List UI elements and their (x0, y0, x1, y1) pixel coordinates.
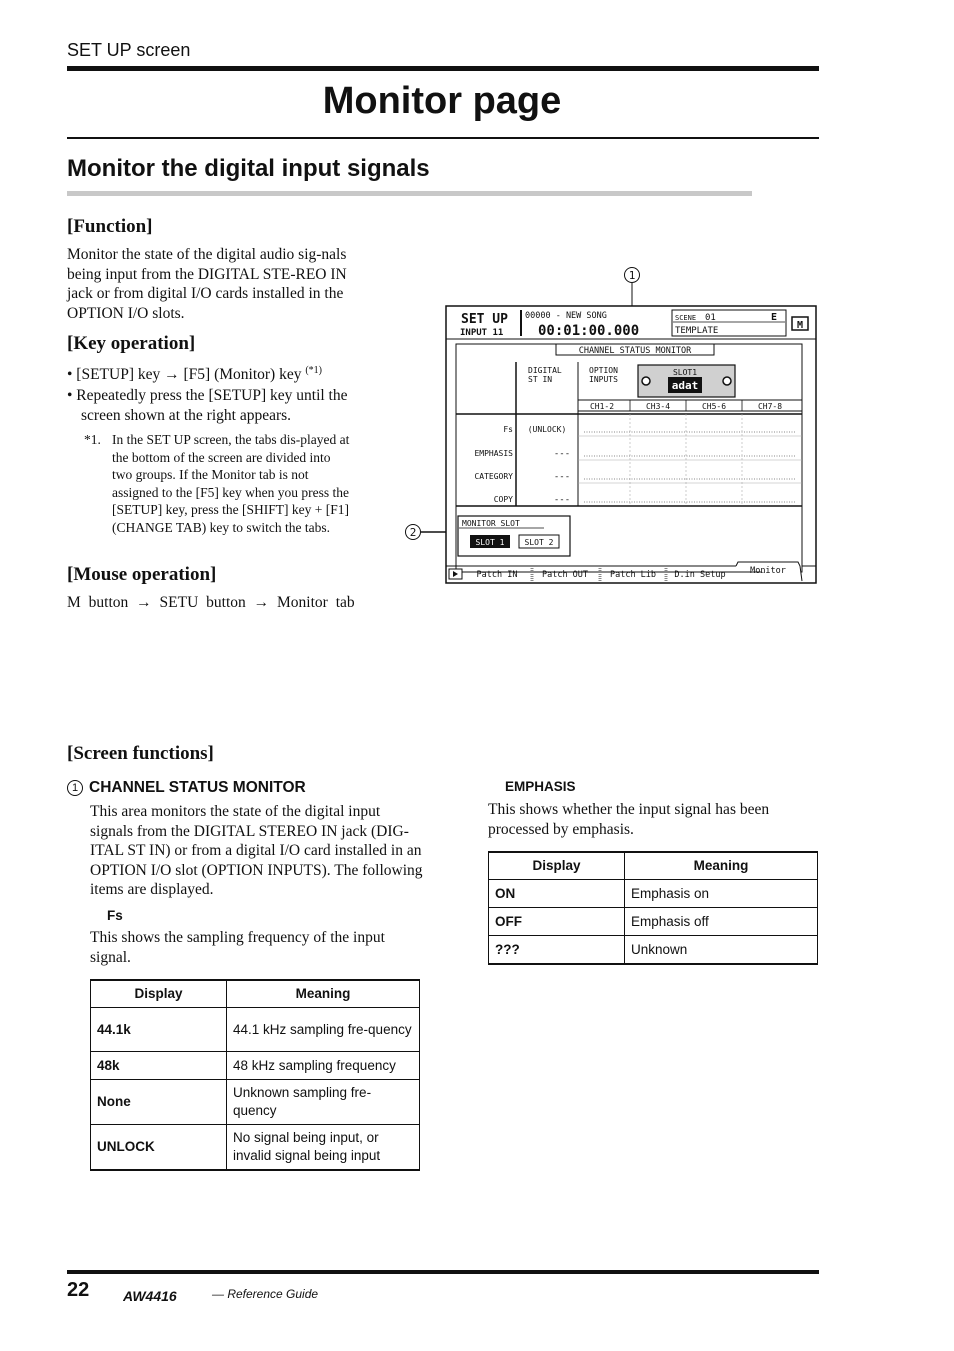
key-operation-bullet-1 (67, 361, 367, 385)
scene-flag: E (771, 312, 778, 323)
option-inputs-label-1: OPTION (589, 366, 618, 375)
footer-guide-text: — Reference Guide (212, 1287, 319, 1301)
fs-table (90, 979, 420, 1171)
table-row (91, 1008, 420, 1052)
emph-meaning-cell: Emphasis off (625, 908, 818, 936)
monitor-screen-figure (400, 262, 820, 592)
table-row (489, 908, 818, 936)
title-rule (67, 137, 819, 139)
slot-next-arrow-icon (723, 377, 731, 385)
callout-2-label: 2 (409, 526, 417, 539)
mouse-operation-heading: [Mouse operation] (67, 564, 217, 585)
footnote-number: *1. (84, 432, 101, 447)
emphasis-label: EMPHASIS (505, 779, 576, 794)
section-label: SET UP screen (67, 40, 191, 60)
table-row (91, 1052, 420, 1080)
screen-song: 00000 - NEW SONG (525, 311, 607, 321)
channel-header-2: CH3-4 (645, 402, 671, 411)
fs-meaning-cell: 48 kHz sampling frequency (227, 1052, 420, 1080)
brand-logo-text: AW4416 (123, 1288, 177, 1304)
item1-title (67, 779, 306, 797)
key-operation-bullet-1-text: • [SETUP] key → [F5] (Monitor) key (67, 366, 302, 384)
item1-title-text: CHANNEL STATUS MONITOR (89, 779, 306, 796)
panel-title: CHANNEL STATUS MONITOR (578, 346, 692, 356)
scene-label: SCENE (675, 314, 697, 322)
row-value-copy: --- (553, 495, 571, 505)
fs-description: This shows the sampling frequency of the input signal. (90, 929, 385, 966)
footnote-text: In the SET UP screen, the tabs dis-played at the bottom of the screen are divided into two groups. If the Monitor tab is not assigned to the [F5] key when you press the [SETUP] key, press the [SHIFT] key + [F1] (CHANGE TAB) key to switch the tabs. (112, 432, 350, 535)
item1-description: This area monitors the state of the digital input signals from the DIGITAL STEREO IN jack (DIG-ITAL ST IN) or from a digital I/O card installed in an OPTION I/O slot (OPTION INPUTS). The following items are displayed. (90, 803, 423, 898)
tab-monitor[interactable]: Monitor (750, 566, 786, 576)
fs-table-header-display: Display (91, 980, 227, 1008)
emph-meaning-cell: Emphasis on (625, 880, 818, 908)
channel-header-4: CH7-8 (757, 402, 783, 411)
tab-patch-out[interactable]: Patch OUT (541, 570, 589, 580)
scene-number: 01 (705, 313, 716, 323)
emphasis-table (488, 851, 818, 965)
row-label-emphasis: EMPHASIS (474, 449, 513, 458)
emph-table-header-display: Display (489, 852, 625, 880)
slot-card-logo: adat (671, 379, 699, 392)
screen-title: SET UP (461, 312, 508, 327)
callout-1-label: 1 (628, 269, 636, 282)
footer-rule (67, 1270, 819, 1274)
emph-table-header-meaning: Meaning (625, 852, 818, 880)
row-value-fs: (UNLOCK) (527, 425, 567, 434)
screen-time: 00:01:00.000 (538, 323, 640, 339)
row-value-category: --- (553, 472, 571, 482)
tab-patch-in[interactable]: Patch IN (476, 570, 518, 580)
fs-meaning-cell: 44.1 kHz sampling fre-quency (227, 1008, 420, 1052)
slot-prev-arrow-icon (642, 377, 650, 385)
fs-display-cell: UNLOCK (91, 1125, 227, 1171)
m-badge-label: M (796, 320, 804, 331)
slot1-button-label: SLOT 1 (475, 538, 505, 547)
page-title: Monitor page (322, 80, 562, 122)
emph-display-cell: ON (489, 880, 625, 908)
screen-input-label: INPUT 11 (460, 328, 504, 338)
tab-patch-lib[interactable]: Patch Lib (609, 570, 657, 580)
page-number: 22 (67, 1279, 90, 1301)
emph-display-cell: ??? (489, 936, 625, 965)
fs-display-cell: 48k (91, 1052, 227, 1080)
slot-card-slot: SLOT1 (672, 368, 698, 377)
mouse-operation-text: M button → SETU button → Monitor tab (67, 594, 355, 611)
fs-label: Fs (107, 908, 123, 923)
emph-meaning-cell: Unknown (625, 936, 818, 965)
option-inputs-label-2: INPUTS (589, 375, 618, 384)
key-operation-bullet-2: • Repeatedly press the [SETUP] key until the screen shown at the right appears. (67, 387, 348, 424)
item1-number: 1 (67, 780, 83, 796)
screen-functions-heading: [Screen functions] (67, 743, 214, 764)
monitor-slot-title: MONITOR SLOT (462, 519, 520, 528)
row-label-category: CATEGORY (474, 472, 513, 481)
key-operation-footnote (84, 431, 352, 536)
brand-logo (123, 1288, 209, 1304)
channel-header-1: CH1-2 (589, 402, 615, 411)
row-label-copy: COPY (493, 495, 513, 504)
table-row (91, 1125, 420, 1171)
key-operation-heading: [Key operation] (67, 333, 196, 354)
scene-template: TEMPLATE (675, 326, 719, 336)
row-value-emphasis: --- (553, 449, 571, 459)
section-subtitle: Monitor the digital input signals (67, 155, 430, 182)
table-row (489, 936, 818, 965)
fs-display-cell: 44.1k (91, 1008, 227, 1052)
digital-st-in-label-1: DIGITAL (528, 366, 562, 375)
tab-din-setup[interactable]: D.in Setup (674, 570, 726, 580)
table-row (91, 1080, 420, 1125)
slot2-button-label: SLOT 2 (524, 538, 554, 547)
digital-st-in-label-2: ST IN (528, 375, 553, 384)
fs-meaning-cell: Unknown sampling fre-quency (227, 1080, 420, 1125)
row-label-fs: Fs (503, 425, 513, 434)
function-text: Monitor the state of the digital audio sig-nals being input from the DIGITAL STE-REO IN jack or from digital I/O cards installed in the OPTION I/O slots. (67, 246, 347, 322)
emphasis-description: This shows whether the input signal has been processed by emphasis. (488, 801, 770, 838)
function-heading: [Function] (67, 216, 153, 237)
emph-display-cell: OFF (489, 908, 625, 936)
fs-table-header-meaning: Meaning (227, 980, 420, 1008)
key-operation-footnote-ref: (*1) (305, 365, 322, 376)
header-rule (67, 66, 819, 71)
table-row (489, 880, 818, 908)
lcd-screen (446, 306, 816, 583)
subtitle-rule (67, 191, 752, 196)
fs-display-cell: None (91, 1080, 227, 1125)
fs-meaning-cell: No signal being input, or invalid signal being input (227, 1125, 420, 1171)
channel-header-3: CH5-6 (701, 402, 727, 411)
